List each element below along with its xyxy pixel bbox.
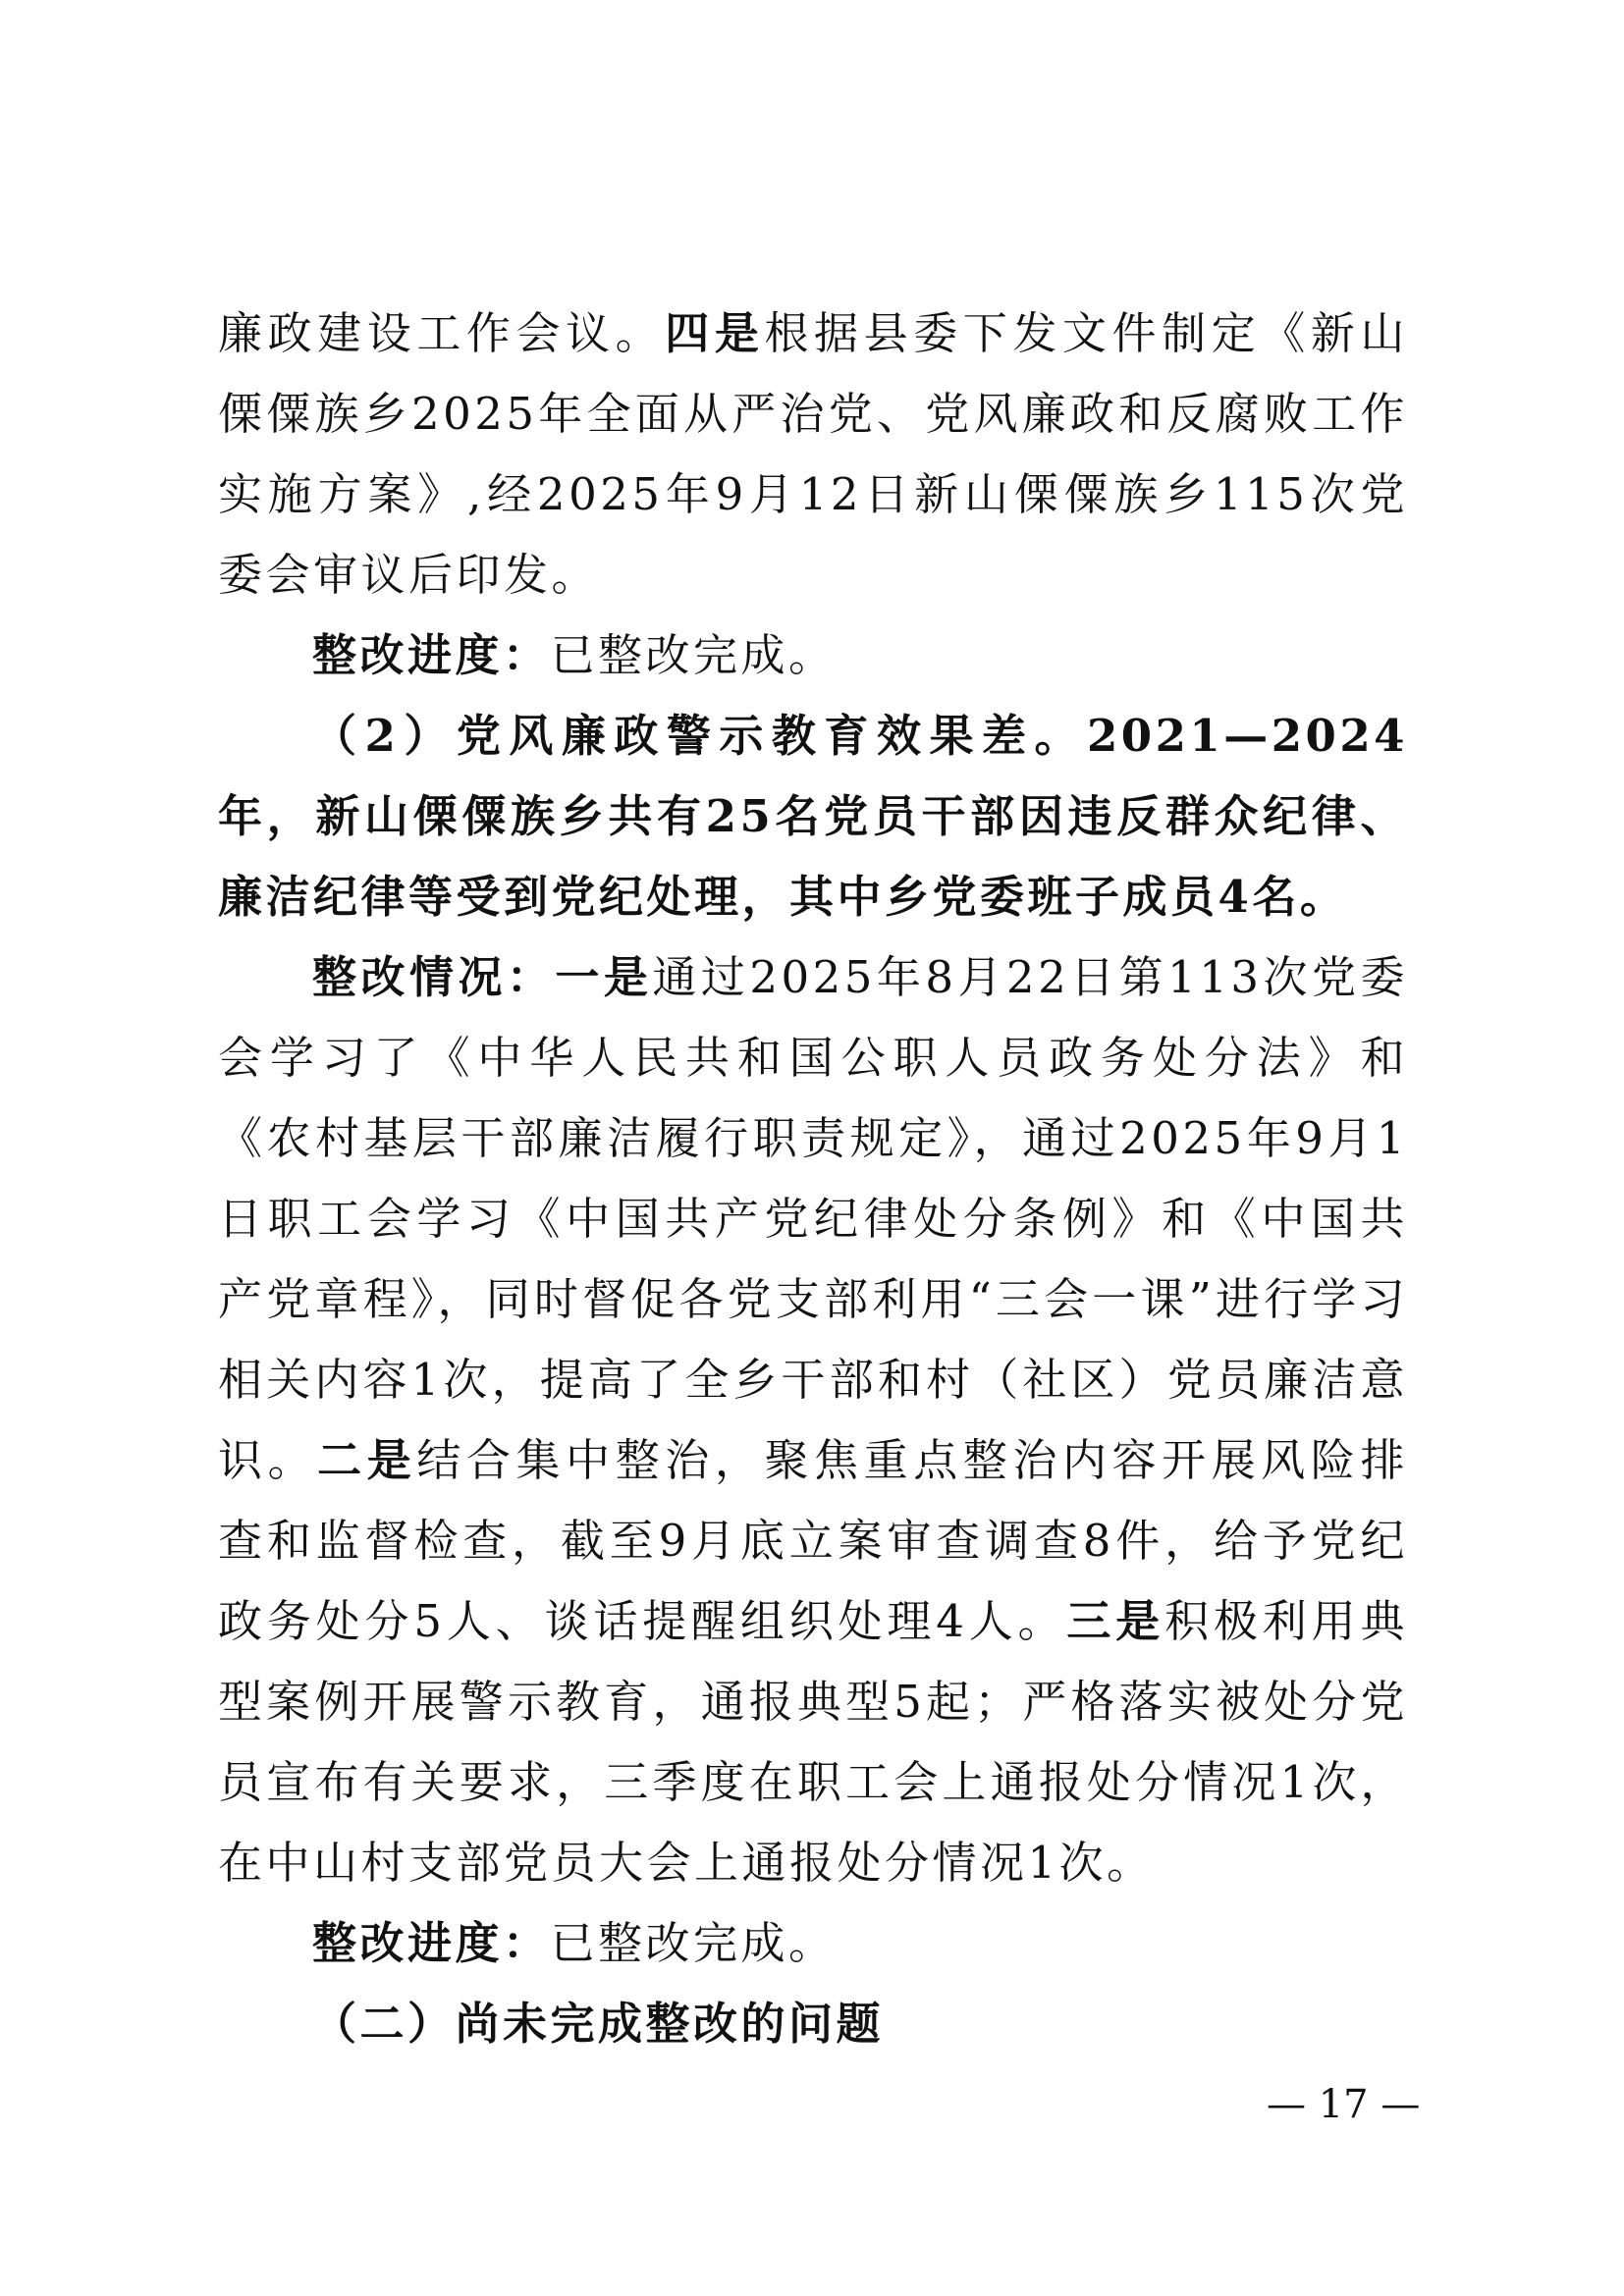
rectification-label: 整改情况： <box>312 951 556 1003</box>
item-marker-2: 二是 <box>317 1434 417 1486</box>
item-marker-1: 一是 <box>555 951 653 1003</box>
progress-status: 已整改完成。 <box>550 629 837 681</box>
progress-status: 已整改完成。 <box>550 1917 837 1969</box>
progress-label: 整改进度： <box>312 629 551 681</box>
paragraph-continuation: 廉政建设工作会议。四是根据县委下发文件制定《新山傈僳族乡2025年全面从严治党、党风廉政和反腐败工作实施方案》,经2025年9月12日新山傈僳族乡115次党委会审议后印发。 <box>218 307 1408 601</box>
document-body <box>218 294 1408 2064</box>
item-marker-4: 四是 <box>665 307 765 359</box>
issue-heading: （2）党风廉政警示教育效果差。2021—2024年，新山傈僳族乡共有25名党员干部因违反群众纪律、廉洁纪律等受到党纪处理，其中乡党委班子成员4名。 <box>218 710 1408 923</box>
rectification-paragraph: 整改情况：一是通过2025年8月22日第113次党委会学习了《中华人民共和国公职人员政务处分法》和《农村基层干部廉洁履行职责规定》，通过2025年9月1日职工会学习《中国共产党纪律处分条例》和《中国共产党章程》，同时督促各党支部利用“三会一课”进行学习相关内容1次，提高了全乡干部和村（社区）党员廉洁意识。二是结合集中整治，聚焦重点整治内容开展风险排查和监督检查，截至9月底立案审查调查8件，给予党纪政务处分5人、谈话提醒组织处理4人。三是积极利用典型案例开展警示教育，通报典型5起；严格落实被处分党员宣布有关要求，三季度在职工会上通报处分情况1次，在中山村支部党员大会上通报处分情况1次。 <box>218 951 1408 1889</box>
section-heading: （二）尚未完成整改的问题 <box>312 1998 885 2050</box>
progress-paragraph <box>218 615 1408 696</box>
item-marker-3: 三是 <box>1066 1595 1165 1647</box>
progress-paragraph <box>218 1903 1408 1984</box>
progress-label: 整改进度： <box>312 1917 551 1969</box>
page-number: — 17 — <box>1267 2082 1421 2127</box>
